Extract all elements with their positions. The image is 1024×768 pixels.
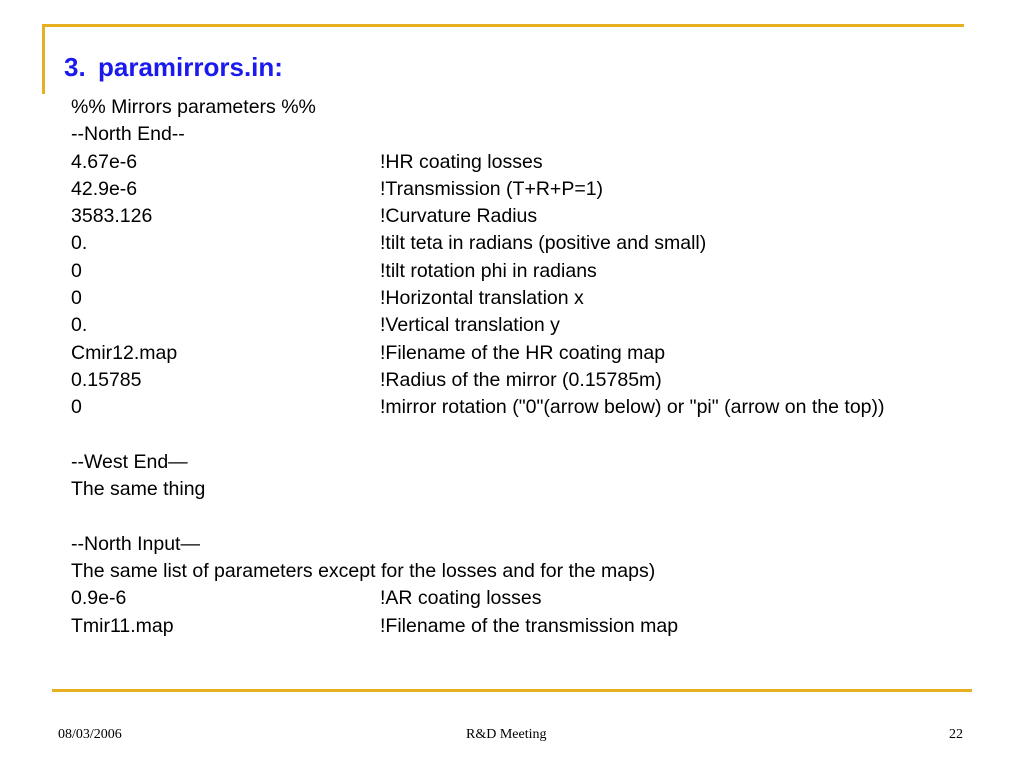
- west-end-text: The same thing: [71, 478, 206, 501]
- spacer: [71, 422, 1011, 449]
- north-end-heading: --North End--: [71, 123, 185, 146]
- slide-title: [64, 52, 283, 83]
- param-value: 3583.126: [71, 205, 153, 228]
- param-description: !Curvature Radius: [380, 205, 538, 228]
- param-description: !Vertical translation y: [380, 314, 560, 337]
- param-description: !tilt rotation phi in radians: [380, 259, 597, 282]
- param-description: !HR coating losses: [380, 150, 543, 173]
- param-value: 0.15785: [71, 368, 142, 391]
- footer-rule: [52, 689, 972, 692]
- north-end-row: [71, 394, 1011, 421]
- north-end-row: [71, 203, 1011, 230]
- param-value: 0: [71, 259, 82, 282]
- north-input-row: [71, 613, 1011, 640]
- param-value: 42.9e-6: [71, 177, 138, 200]
- param-value: 0.: [71, 232, 88, 255]
- west-end-heading: --West End—: [71, 450, 188, 473]
- slide-content: [71, 94, 1011, 640]
- spacer: [71, 503, 1011, 530]
- north-end-row: [71, 340, 1011, 367]
- slide-title-number: 3.: [64, 52, 86, 82]
- param-description: !mirror rotation ("0"(arrow below) or "pi" (arrow on the top)): [380, 396, 885, 419]
- frame-top-rule: [42, 24, 964, 27]
- north-input-heading: --North Input—: [71, 532, 200, 555]
- param-description: !Radius of the mirror (0.15785m): [380, 368, 662, 391]
- north-input-text: The same list of parameters except for the losses and for the maps): [71, 560, 656, 583]
- header-comment: %% Mirrors parameters %%: [71, 96, 316, 118]
- north-end-row: [71, 312, 1011, 339]
- north-end-row: [71, 258, 1011, 285]
- param-value: 0.9e-6: [71, 587, 127, 610]
- north-end-row: [71, 149, 1011, 176]
- footer-date: 08/03/2006: [58, 727, 122, 742]
- footer-page-number: 22: [949, 727, 963, 742]
- north-end-row: [71, 367, 1011, 394]
- footer-meeting-name: R&D Meeting: [466, 727, 547, 742]
- param-value: 0: [71, 287, 82, 310]
- param-value: 4.67e-6: [71, 150, 138, 173]
- param-description: !Filename of the transmission map: [380, 614, 679, 637]
- north-end-row: [71, 285, 1011, 312]
- param-description: !Transmission (T+R+P=1): [380, 177, 604, 200]
- param-value: Cmir12.map: [71, 341, 178, 364]
- param-value: 0.: [71, 314, 88, 337]
- param-value: Tmir11.map: [71, 614, 174, 637]
- param-value: 0: [71, 396, 82, 419]
- frame-left-rule: [42, 24, 45, 94]
- param-description: !Horizontal translation x: [380, 287, 584, 310]
- param-description: !tilt teta in radians (positive and small): [380, 232, 707, 255]
- slide-title-text: paramirrors.in:: [98, 52, 283, 82]
- param-description: !AR coating losses: [380, 587, 542, 610]
- north-end-row: [71, 230, 1011, 257]
- north-end-row: [71, 176, 1011, 203]
- param-description: !Filename of the HR coating map: [380, 341, 666, 364]
- north-input-row: [71, 585, 1011, 612]
